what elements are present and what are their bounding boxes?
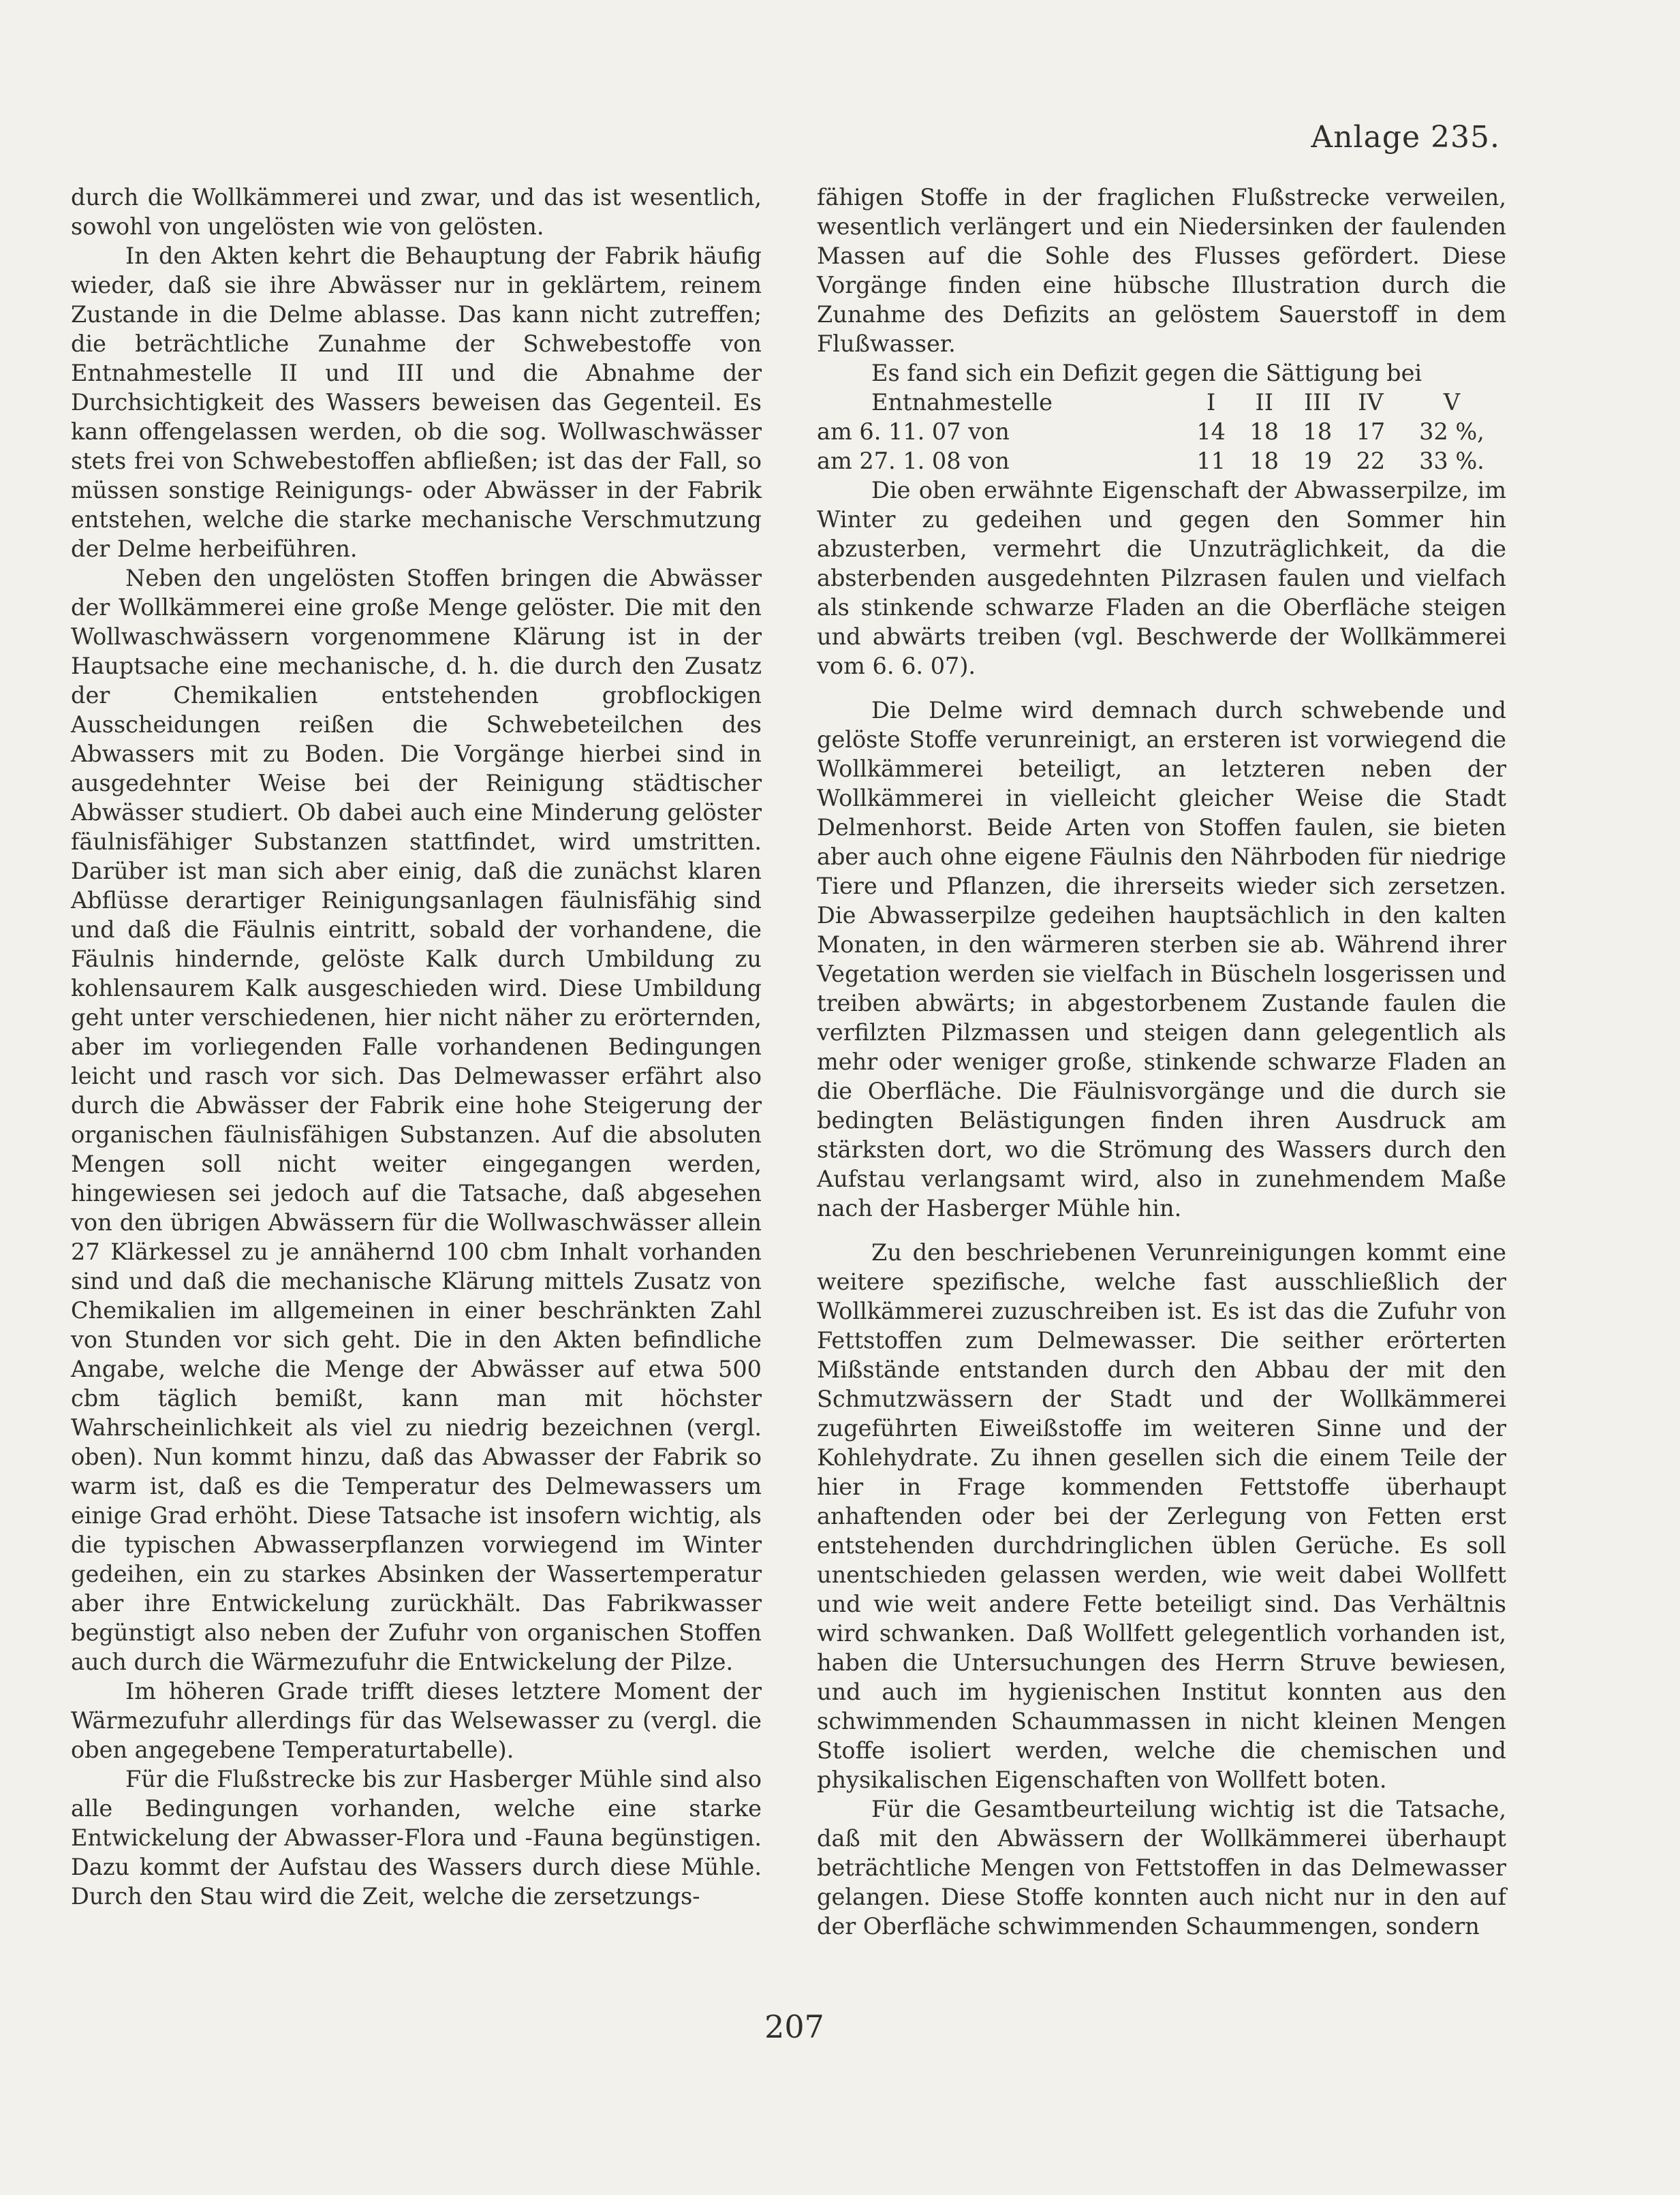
paragraph: In den Akten kehrt die Behauptung der Fabrik häufig wieder, daß sie ihre Abwässer nur in geklärtem, reinem Zustande in die Delme ablasse. Das kann nicht zutreffen; die beträchtliche Zunahme der Schwebestoffe von Entnahmestelle II und III und die Abnahme der Durchsichtigkeit des Wassers beweisen das Gegenteil. Es kann offengelassen werden, ob die sog. Wollwaschwässer stets frei von Schwebestoffen abfließen; ist das der Fall, so müssen sonstige Reinigungs- oder Abwässer in der Fabrik entstehen, welche die starke mechanische Verschmutzung der Delme herbeiführen. — [71, 243, 762, 562]
paragraph: Neben den ungelösten Stoffen bringen die Abwässer der Wollkämmerei eine große Menge gelöster. Die mit den Wollwaschwässern vorgenommene Klärung ist in der Hauptsache eine mechanische, d. h. die durch den Zusatz der Chemikalien entstehenden grobflockigen Ausscheidungen reißen die Schwebeteilchen des Abwassers mit zu Boden. Die Vorgänge hierbei sind in ausgedehnter Weise bei der Reinigung städtischer Abwässer studiert. Ob dabei auch eine Minderung gelöster fäulnisfähiger Substanzen stattfindet, wird umstritten. Darüber ist man sich aber einig, daß die zunächst klaren Abflüsse derartiger Reinigungsanlagen fäulnisfähig sind und daß die Fäulnis eintritt, sobald der vorhandene, die Fäulnis hindernde, gelöste Kalk durch Umbildung zu kohlensaurem Kalk ausgeschieden wird. Diese Umbildung geht unter verschiedenen, hier nicht näher zu erörternden, aber im vorliegenden Falle vorhandenen Bedingungen leicht und rasch vor sich. Das Delmewasser erfährt also durch die Abwässer der Fabrik eine hohe Steigerung der organischen fäulnisfähigen Substanzen. Auf die absoluten Mengen soll nicht weiter eingegangen werden, hingewiesen sei jedoch auf die Tatsache, daß abgesehen von den übrigen Abwässern für die Wollwaschwässer allein 27 Klärkessel zu je annähernd 100 cbm Inhalt vorhanden sind und daß die mechanische Klärung mittels Zusatz von Chemikalien im allgemeinen in einer beschränkten Zahl von Stunden vor sich geht. Die in den Akten befindliche Angabe, welche die Menge der Abwässer auf etwa 500 cbm täglich bemißt, kann man mit höchster Wahrscheinlichkeit als viel zu niedrig bezeichnen (vergl. oben). Nun kommt hinzu, daß das Abwasser der Fabrik so warm ist, daß es die Temperatur des Delmewassers um einige Grad erhöht. Diese Tatsache ist insofern wichtig, als die typischen Abwasserpflanzen vorwiegend im Winter gedeihen, ein zu starkes Absinken der Wassertemperatur aber ihre Entwickelung zurückhält. Das Fabrikwasser begünstigt also neben der Zufuhr von organischen Stoffen auch durch die Wärmezufuhr die Entwickelung der Pilze. — [71, 565, 762, 1675]
table-header-cell: Entnahmestelle — [871, 389, 1053, 416]
table-cell: am 6. 11. 07 von — [817, 418, 1010, 445]
right-column — [817, 183, 1506, 1941]
table-row — [817, 446, 1506, 476]
table-header-cell: III — [1303, 389, 1331, 416]
left-column — [71, 183, 762, 1911]
paragraph: fähigen Stoffe in der fraglichen Flußstrecke verweilen, wesentlich verlängert und ein Niedersinken der faulenden Massen auf die Sohle des Flusses gefördert. Diese Vorgänge finden eine hübsche Illustration durch die Zunahme des Defizits an gelöstem Sauerstoff in dem Flußwasser. — [817, 184, 1506, 357]
table-cell: 18 — [1249, 448, 1279, 474]
table-cell: 18 — [1249, 418, 1279, 445]
paragraph: durch die Wollkämmerei und zwar, und das ist wesentlich, sowohl von ungelösten wie von gelösten. — [71, 184, 762, 240]
table-header-cell: V — [1443, 389, 1461, 416]
table-header-row — [817, 388, 1506, 417]
table-row — [817, 417, 1506, 446]
page-number: 207 — [764, 2008, 824, 2045]
table-header-cell: I — [1207, 389, 1216, 416]
table-cell: 19 — [1303, 448, 1333, 474]
table-cell: 33 %. — [1419, 448, 1484, 474]
table-cell: 17 — [1356, 418, 1386, 445]
paragraph: Die oben erwähnte Eigenschaft der Abwasserpilze, im Winter zu gedeihen und gegen den Sommer hin abzusterben, vermehrt die Unzuträglichkeit, da die absterbenden ausgedehnten Pilzrasen faulen und vielfach als stinkende schwarze Fladen an die Oberfläche steigen und abwärts treiben (vgl. Beschwerde der Wollkämmerei vom 6. 6. 07). — [817, 477, 1506, 679]
table-caption: Es fand sich ein Defizit gegen die Sättigung bei — [871, 360, 1422, 386]
paragraph: Für die Flußstrecke bis zur Hasberger Mühle sind also alle Bedingungen vorhanden, welche eine starke Entwickelung der Abwasser-Flora und -Fauna begünstigen. Dazu kommt der Aufstau des Wassers durch diese Mühle. Durch den Stau wird die Zeit, welche die zersetzungs- — [71, 1766, 762, 1910]
paragraph: Zu den beschriebenen Verunreinigungen kommt eine weitere spezifische, welche fast ausschließlich der Wollkämmerei zuzuschreiben ist. Es ist das die Zufuhr von Fettstoffen zum Delmewasser. Die seither erörterten Mißstände entstanden durch den Abbau der mit den Schmutzwässern der Stadt und der Wollkämmerei zugeführten Eiweißstoffe im weiteren Sinne und der Kohlehydrate. Zu ihnen gesellen sich die einem Teile der hier in Frage kommenden Fettstoffe überhaupt anhaftenden oder bei der Zerlegung von Fetten erst entstehenden durchdringlichen üblen Gerüche. Es soll unentschieden gelassen werden, wie weit dabei Wollfett und wie weit andere Fette beteiligt sind. Das Verhältnis wird schwanken. Daß Wollfett gelegentlich vorhanden ist, haben die Untersuchungen des Herrn Struve bewiesen, und auch im hygienischen Institut konnten aus den schwimmenden Schaummassen in nicht kleinen Mengen Stoffe isoliert werden, welche die chemischen und physikalischen Eigenschaften von Wollfett boten. — [817, 1239, 1506, 1793]
paragraph: Die Delme wird demnach durch schwebende und gelöste Stoffe verunreinigt, an ersteren ist vorwiegend die Wollkämmerei beteiligt, an letzteren neben der Wollkämmerei in vielleicht gleicher Weise die Stadt Delmenhorst. Beide Arten von Stoffen faulen, sie bieten aber auch ohne eigene Fäulnis den Nährboden für niedrige Tiere und Pflanzen, die ihrerseits wieder sich zersetzen. Die Abwasserpilze gedeihen hauptsächlich in den kalten Monaten, in den wärmeren sterben sie ab. Während ihrer Vegetation werden sie vielfach in Büscheln losgerissen und treiben abwärts; in abgestorbenem Zustande faulen die verfilzten Pilzmassen und steigen dann gelegentlich als mehr oder weniger große, stinkende schwarze Fladen an die Oberfläche. Die Fäulnisvorgänge und die durch sie bedingten Belästigungen finden ihren Ausdruck am stärksten dort, wo die Strömung des Wassers durch den Aufstau verlangsamt wird, also in zunehmendem Maße nach der Hasberger Mühle hin. — [817, 697, 1506, 1221]
appendix-header: Anlage 235. — [1311, 120, 1500, 155]
table-cell: 14 — [1196, 418, 1226, 445]
paragraph: Für die Gesamtbeurteilung wichtig ist die Tatsache, daß mit den Abwässern der Wollkämmerei überhaupt beträchtliche Mengen von Fettstoffen in das Delmewasser gelangen. Diese Stoffe konnten auch nicht nur in den auf der Oberfläche schwimmenden Schaummengen, sondern — [817, 1796, 1506, 1940]
table-cell: 11 — [1196, 448, 1226, 474]
table-cell: 32 %, — [1419, 418, 1484, 445]
table-header-cell: II — [1255, 389, 1273, 416]
paragraph: Im höheren Grade trifft dieses letztere Moment der Wärmezufuhr allerdings für das Welsewasser zu (vergl. die oben angegebene Temperaturtabelle). — [71, 1678, 762, 1763]
table-cell: 18 — [1303, 418, 1333, 445]
table-cell: 22 — [1356, 448, 1386, 474]
table-header-cell: IV — [1358, 389, 1384, 416]
table-cell: am 27. 1. 08 von — [817, 448, 1010, 474]
oxygen-deficit-table — [817, 388, 1506, 476]
